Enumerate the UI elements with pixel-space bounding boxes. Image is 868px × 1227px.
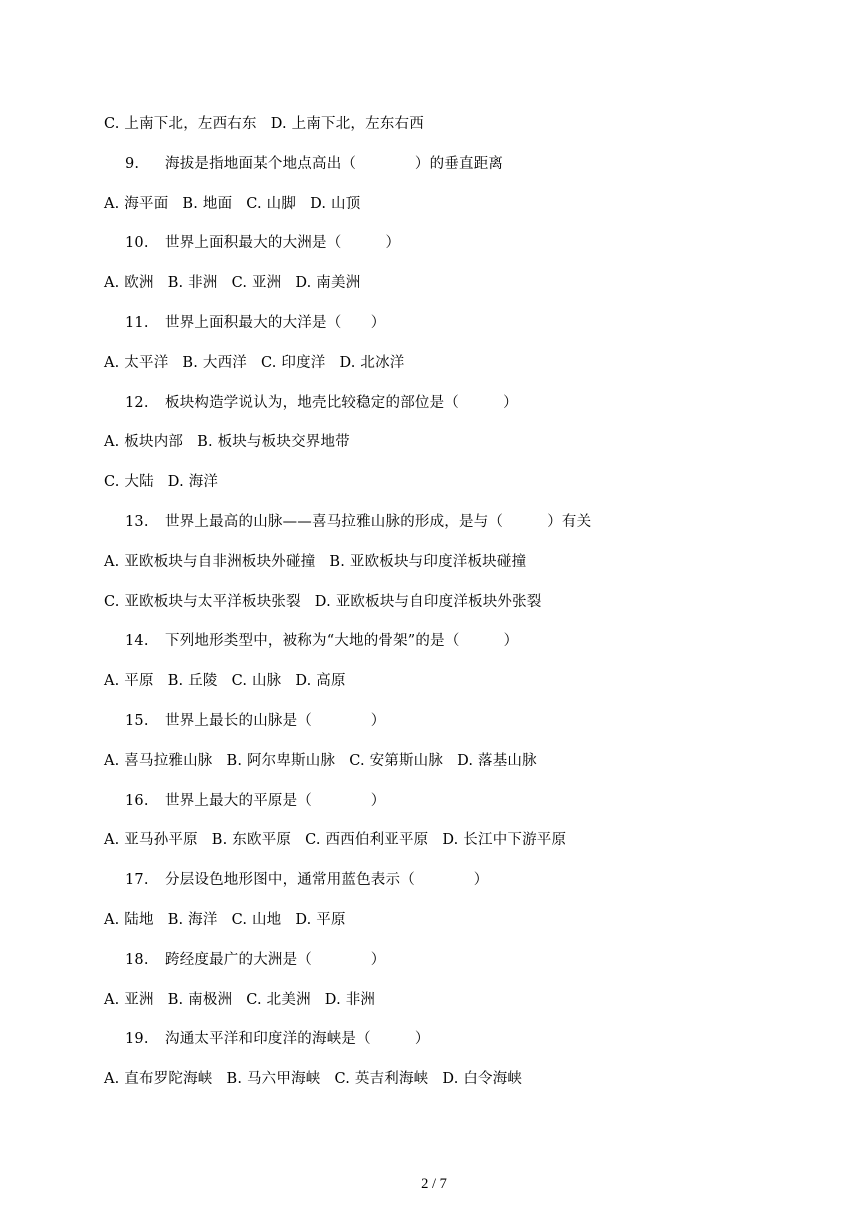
answer-option: D. 白令海峡 <box>442 1071 523 1087</box>
question-stem <box>125 629 828 653</box>
answer-options <box>104 271 828 295</box>
answer-option: C. 西西伯利亚平原 <box>305 832 429 848</box>
question-stem <box>125 789 828 813</box>
question-number: 19. <box>125 1031 149 1047</box>
answer-option: D. 平原 <box>295 912 346 928</box>
question-stem <box>125 1027 828 1051</box>
answer-option: C. 英吉利海峡 <box>334 1071 429 1087</box>
answer-option: B. 南极洲 <box>167 992 233 1008</box>
answer-option: C. 山地 <box>231 912 282 928</box>
question-text: 沟通太平洋和印度洋的海峡是（ ） <box>165 1031 430 1047</box>
answer-options <box>104 988 828 1012</box>
question-number: 11. <box>125 315 149 331</box>
question-number: 17. <box>125 872 149 888</box>
answer-option: D. 海洋 <box>167 474 219 490</box>
question-text: 跨经度最广的大洲是（ ） <box>165 952 386 968</box>
answer-option: B. 丘陵 <box>167 673 218 689</box>
answer-option: B. 大西洋 <box>182 355 247 371</box>
question-text: 世界上最高的山脉——喜马拉雅山脉的形成，是与（ ）有关 <box>165 514 592 530</box>
answer-option: C. 印度洋 <box>260 355 326 371</box>
question-text: 世界上面积最大的大洋是（ ） <box>165 315 386 331</box>
answer-option: C. 亚欧板块与太平洋板块张裂 <box>104 594 301 610</box>
question-stem <box>125 510 828 534</box>
answer-option: C. 上南下北，左西右东 <box>104 116 257 132</box>
question-number: 15. <box>125 713 149 729</box>
answer-option: A. 海平面 <box>104 196 169 212</box>
question-text: 分层设色地形图中，通常用蓝色表示（ ） <box>165 872 489 888</box>
answer-options <box>104 470 828 494</box>
answer-options <box>104 590 828 614</box>
answer-options <box>104 351 828 375</box>
answer-option: B. 亚欧板块与印度洋板块碰撞 <box>329 554 527 570</box>
answer-option: B. 东欧平原 <box>211 832 292 848</box>
answer-options <box>104 828 828 852</box>
answer-option: C. 北美洲 <box>246 992 311 1008</box>
answer-option: C. 山脚 <box>246 196 297 212</box>
answer-option: D. 亚欧板块与自印度洋板块外张裂 <box>314 594 542 610</box>
question-text: 海拔是指地面某个地点高出（ ）的垂直距离 <box>165 156 504 172</box>
question-text: 世界上最长的山脉是（ ） <box>165 713 386 729</box>
question-number: 18. <box>125 952 149 968</box>
question-stem <box>125 152 828 176</box>
question-text: 板块构造学说认为，地壳比较稳定的部位是（ ） <box>165 395 518 411</box>
answer-options <box>104 430 828 454</box>
question-number: 14. <box>125 633 149 649</box>
answer-option: B. 地面 <box>182 196 233 212</box>
question-number: 12. <box>125 395 149 411</box>
question-text: 世界上最大的平原是（ ） <box>165 793 386 809</box>
answer-option: D. 山顶 <box>310 196 361 212</box>
answer-option: D. 高原 <box>295 673 346 689</box>
answer-options <box>104 1067 828 1091</box>
answer-option: B. 马六甲海峡 <box>226 1071 321 1087</box>
question-stem <box>125 391 828 415</box>
question-text: 世界上面积最大的大洲是（ ） <box>165 235 401 251</box>
question-text: 下列地形类型中，被称为“大地的骨架”的是（ ） <box>165 633 519 649</box>
answer-option: A. 亚马孙平原 <box>104 832 198 848</box>
answer-options <box>104 749 828 773</box>
answer-option: D. 长江中下游平原 <box>442 832 567 848</box>
answer-option: B. 板块与板块交界地带 <box>197 434 350 450</box>
answer-option: B. 非洲 <box>167 275 218 291</box>
page-number: 2 / 7 <box>421 1176 447 1192</box>
answer-option: A. 板块内部 <box>104 434 184 450</box>
answer-option: A. 喜马拉雅山脉 <box>104 753 213 769</box>
answer-option: D. 南美洲 <box>295 275 361 291</box>
answer-option: D. 上南下北，左东右西 <box>270 116 424 132</box>
answer-options <box>104 669 828 693</box>
answer-option: A. 欧洲 <box>104 275 154 291</box>
question-number: 10. <box>125 235 149 251</box>
answer-option: D. 落基山脉 <box>457 753 537 769</box>
answer-options <box>104 908 828 932</box>
answer-option: A. 亚洲 <box>104 992 154 1008</box>
answer-option: A. 直布罗陀海峡 <box>104 1071 213 1087</box>
answer-option: B. 阿尔卑斯山脉 <box>226 753 336 769</box>
answer-option: A. 平原 <box>104 673 154 689</box>
answer-options <box>104 112 828 136</box>
answer-option: C. 山脉 <box>231 673 282 689</box>
answer-option: A. 太平洋 <box>104 355 169 371</box>
question-stem <box>125 311 828 335</box>
answer-options <box>104 192 828 216</box>
answer-option: C. 安第斯山脉 <box>349 753 444 769</box>
answer-option: C. 亚洲 <box>231 275 282 291</box>
answer-option: A. 陆地 <box>104 912 154 928</box>
question-stem <box>125 709 828 733</box>
answer-options <box>104 550 828 574</box>
question-stem <box>125 231 828 255</box>
answer-option: D. 非洲 <box>324 992 376 1008</box>
answer-option: B. 海洋 <box>167 912 218 928</box>
answer-option: C. 大陆 <box>104 474 154 490</box>
question-number: 9. <box>125 156 140 172</box>
question-stem <box>125 948 828 972</box>
question-stem <box>125 868 828 892</box>
question-number: 13. <box>125 514 149 530</box>
answer-option: A. 亚欧板块与自非洲板块外碰撞 <box>104 554 316 570</box>
question-number: 16. <box>125 793 149 809</box>
answer-option: D. 北冰洋 <box>339 355 405 371</box>
